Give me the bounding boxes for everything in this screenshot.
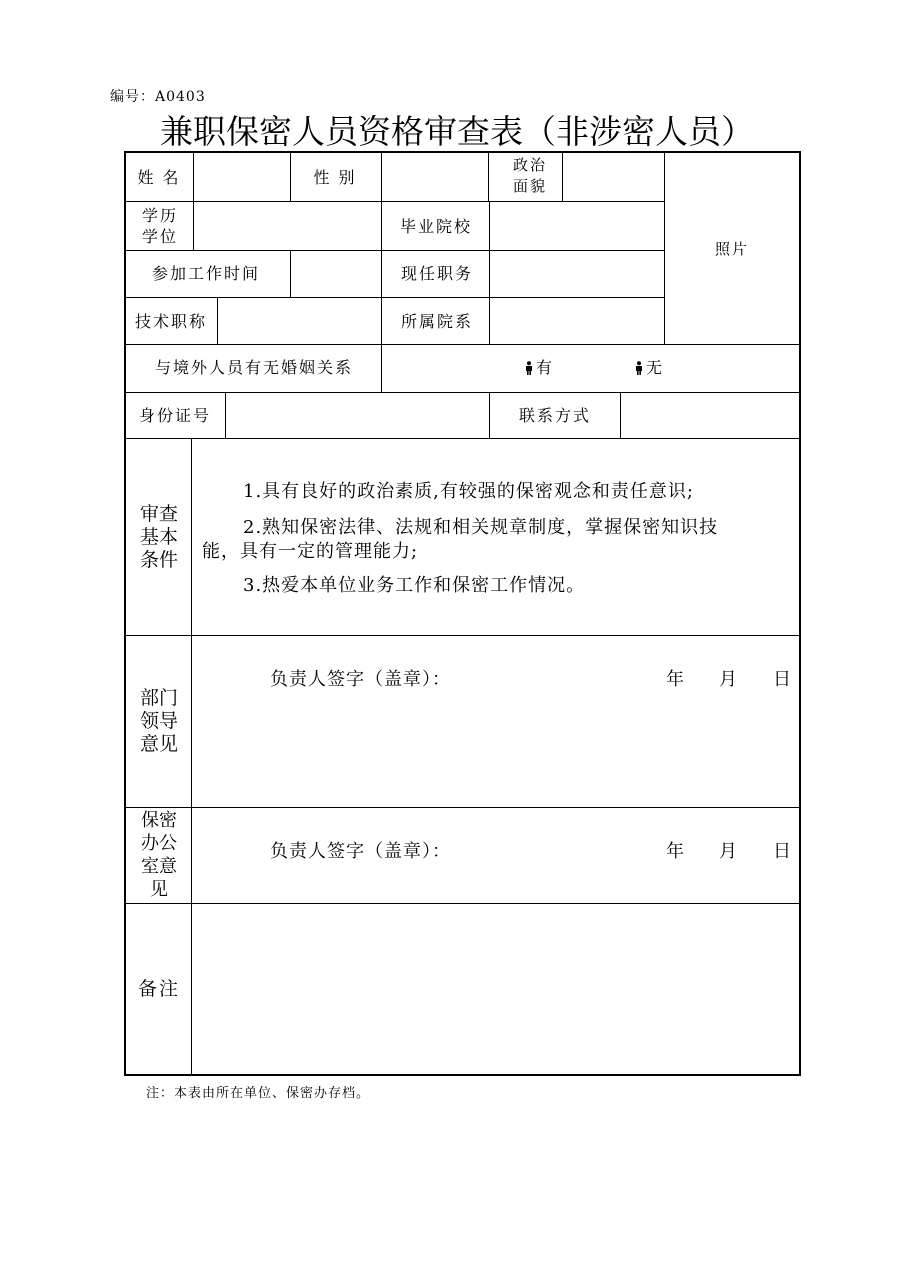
person-icon	[634, 361, 644, 375]
current-position-label: 现任职务	[400, 264, 474, 283]
department-field[interactable]	[490, 298, 664, 344]
photo-label: 照片	[714, 240, 750, 258]
political-status-field[interactable]	[563, 154, 664, 201]
condition-2: 2.熟知保密法律、法规和相关规章制度，掌握保密知识技	[243, 517, 719, 538]
condition-1: 1.具有良好的政治素质,有较强的保密观念和责任意识;	[243, 481, 694, 502]
education-degree-field[interactable]	[194, 202, 381, 250]
professional-title-label: 技术职称	[134, 312, 208, 331]
security-office-opinion-label: 保密办公室意见	[141, 810, 177, 900]
dept-month: 月	[719, 669, 738, 690]
gender-field[interactable]	[382, 154, 488, 201]
row-divider	[124, 344, 801, 345]
form-number: 编号：A0403	[110, 89, 206, 105]
office-signature-label: 负责人签字（盖章）：	[270, 841, 451, 862]
name-label: 姓 名	[137, 168, 181, 187]
option-no[interactable]	[634, 358, 662, 378]
dept-day: 日	[773, 669, 792, 690]
option-yes[interactable]	[524, 358, 552, 378]
col-divider	[488, 153, 489, 201]
start-work-time-label: 参加工作时间	[151, 264, 261, 283]
dept-signature-label: 负责人签字（盖章）：	[270, 669, 451, 690]
col-divider	[489, 392, 490, 438]
row-divider	[124, 438, 801, 439]
condition-3: 3.热爱本单位业务工作和保密工作情况。	[243, 575, 586, 596]
contact-field[interactable]	[621, 393, 799, 438]
col-divider	[381, 201, 382, 344]
condition-2-continued: 能，具有一定的管理能力;	[202, 541, 419, 562]
department-label: 所属院系	[400, 312, 474, 331]
dept-leader-opinion-label: 部门领导意见	[139, 687, 178, 755]
form-title: 兼职保密人员资格审查表（非涉密人员）	[160, 112, 754, 151]
option-yes-label: 有	[536, 358, 553, 377]
professional-title-field[interactable]	[218, 298, 381, 344]
foreign-marriage-label: 与境外人员有无婚姻关系	[154, 358, 354, 377]
office-day: 日	[773, 841, 792, 862]
office-year: 年	[666, 841, 685, 862]
photo-area[interactable]	[665, 154, 799, 344]
current-position-field[interactable]	[490, 251, 664, 297]
col-divider	[381, 344, 382, 392]
contact-label: 联系方式	[518, 406, 592, 425]
remarks-label: 备注	[137, 978, 181, 1000]
basic-conditions-label: 审查基本条件	[139, 503, 178, 571]
remarks-field[interactable]	[192, 904, 799, 1074]
education-degree-label: 学历学位	[142, 206, 179, 246]
option-no-label: 无	[646, 358, 663, 377]
person-icon	[524, 361, 534, 375]
office-month: 月	[719, 841, 738, 862]
dept-leader-opinion-field[interactable]	[192, 636, 799, 807]
id-number-field[interactable]	[226, 393, 489, 438]
name-field[interactable]	[194, 154, 290, 201]
political-status-label: 政治面貌	[512, 156, 547, 195]
gender-label: 性 别	[313, 168, 357, 187]
dept-year: 年	[666, 669, 685, 690]
footnote: 注：本表由所在单位、保密办存档。	[146, 1086, 371, 1101]
graduated-school-label: 毕业院校	[399, 217, 473, 236]
graduated-school-field[interactable]	[490, 202, 664, 250]
id-number-label: 身份证号	[138, 406, 212, 425]
start-work-time-field[interactable]	[291, 251, 381, 297]
col-divider	[290, 153, 291, 201]
